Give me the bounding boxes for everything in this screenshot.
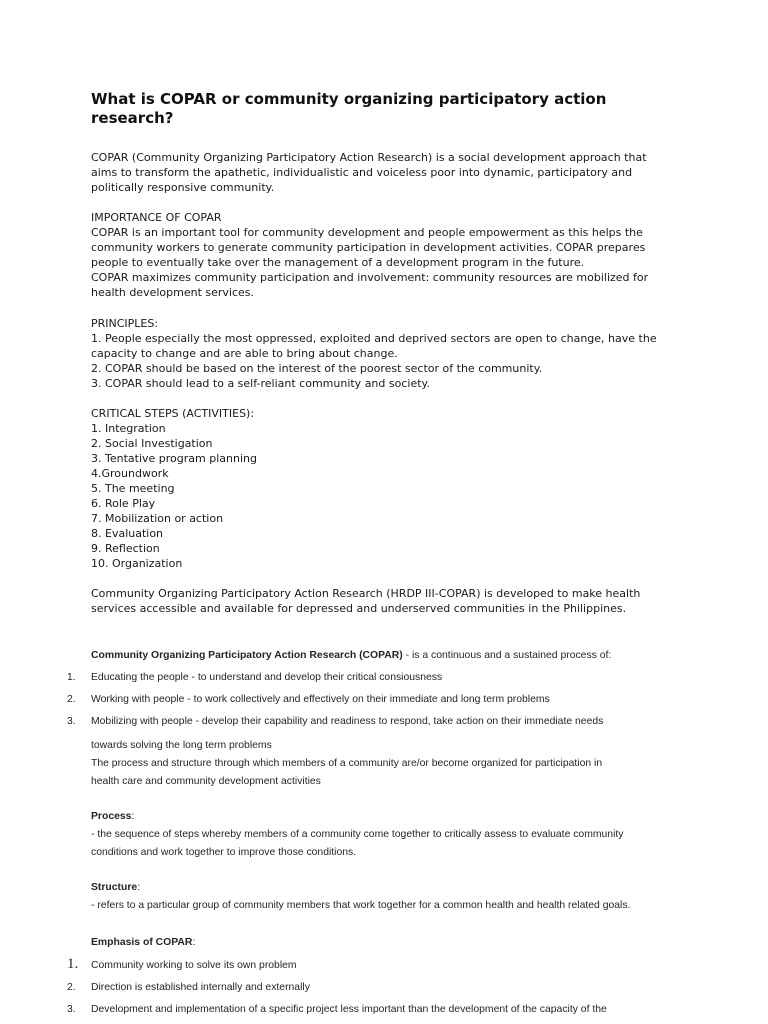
list-number: 2. xyxy=(67,982,76,993)
step-item: 10. Organization xyxy=(91,557,183,570)
title-line: research? xyxy=(91,109,174,127)
principles-line: 3. COPAR should lead to a self-reliant community and society. xyxy=(91,377,430,390)
process-cont-line: health care and community development activities xyxy=(91,776,321,787)
process-cont-line: The process and structure through which members of a community are/or become organized for participation in xyxy=(91,758,603,769)
intro-line: COPAR (Community Organizing Participatory Action Research) is a social development approach that xyxy=(91,151,647,164)
principles-section xyxy=(91,316,691,391)
principles-line: capacity to change and are able to bring about change. xyxy=(91,347,398,360)
copar-definition xyxy=(91,647,691,665)
principles-line: 2. COPAR should be based on the interest of the poorest sector of the community. xyxy=(91,362,543,375)
step-item: 3. Tentative program planning xyxy=(91,452,257,465)
list-item xyxy=(0,977,720,999)
emphasis-label: Emphasis of COPAR xyxy=(91,937,193,948)
hrdp-paragraph xyxy=(91,586,691,616)
step-item: 8. Evaluation xyxy=(91,527,164,540)
list-text: Development and implementation of a specific project less important than the development of the capacity of the xyxy=(91,1004,607,1015)
structure-colon: : xyxy=(137,882,141,893)
process-label: Process xyxy=(91,811,132,822)
structure-section xyxy=(91,879,691,915)
list-item xyxy=(0,667,720,689)
importance-line: people to eventually take over the management of a development program in the future. xyxy=(91,256,585,269)
list-number: 1. xyxy=(67,956,79,972)
process-colon: : xyxy=(131,811,135,822)
emphasis-list xyxy=(0,955,720,1021)
intro-line: politically responsive community. xyxy=(91,181,275,194)
step-item: 7. Mobilization or action xyxy=(91,512,224,525)
structure-line: - refers to a particular group of community members that work together for a common health and health related goals. xyxy=(91,900,631,911)
step-item: 9. Reflection xyxy=(91,542,160,555)
process-list xyxy=(0,667,720,733)
page-title xyxy=(91,90,691,128)
intro-line: aims to transform the apathetic, individualistic and voiceless poor into dynamic, participatory and xyxy=(91,166,633,179)
principles-heading: PRINCIPLES: xyxy=(91,317,159,330)
list-text: Educating the people - to understand and develop their critical consiousness xyxy=(91,672,443,683)
importance-section xyxy=(91,210,691,300)
process-section xyxy=(91,808,691,862)
list-item xyxy=(0,689,720,711)
list-number: 1. xyxy=(67,672,76,683)
step-item: 6. Role Play xyxy=(91,497,156,510)
principles-line: 1. People especially the most oppressed, exploited and deprived sectors are open to change, have the xyxy=(91,332,657,345)
importance-line: health development services. xyxy=(91,286,255,299)
list-item xyxy=(0,999,720,1021)
step-item: 5. The meeting xyxy=(91,482,175,495)
emphasis-colon: : xyxy=(192,937,196,948)
process-cont-line: towards solving the long term problems xyxy=(91,740,272,751)
structure-label: Structure xyxy=(91,882,138,893)
process-line: conditions and work together to improve those conditions. xyxy=(91,847,357,858)
list-text: Community working to solve its own problem xyxy=(91,960,297,971)
title-line: What is COPAR or community organizing participatory action xyxy=(91,90,607,108)
emphasis-section xyxy=(91,934,691,952)
steps-section xyxy=(91,406,691,571)
list-item xyxy=(0,711,720,733)
copar-definition-text: - is a continuous and a sustained process of: xyxy=(402,650,612,661)
steps-heading: CRITICAL STEPS (ACTIVITIES): xyxy=(91,407,255,420)
list-text: Direction is established internally and externally xyxy=(91,982,310,993)
importance-heading: IMPORTANCE OF COPAR xyxy=(91,211,222,224)
process-continuation xyxy=(91,737,691,791)
step-item: 1. Integration xyxy=(91,422,166,435)
step-item: 2. Social Investigation xyxy=(91,437,213,450)
list-number: 3. xyxy=(67,1004,76,1015)
list-number: 2. xyxy=(67,694,76,705)
hrdp-line: services accessible and available for depressed and underserved communities in the Philippines. xyxy=(91,602,627,615)
list-text: Working with people - to work collectively and effectively on their immediate and long term problems xyxy=(91,694,550,705)
importance-line: COPAR maximizes community participation and involvement: community resources are mobilized for xyxy=(91,271,649,284)
step-item: 4.Groundwork xyxy=(91,467,169,480)
process-line: - the sequence of steps whereby members of a community come together to critically assess to evaluate community xyxy=(91,829,624,840)
intro-paragraph xyxy=(91,150,691,195)
importance-line: community workers to generate community participation in development activities. COPAR prepares xyxy=(91,241,646,254)
list-number: 3. xyxy=(67,716,76,727)
list-text: Mobilizing with people - develop their capability and readiness to respond, take action on their immediate needs xyxy=(91,716,604,727)
hrdp-line: Community Organizing Participatory Action Research (HRDP III-COPAR) is developed to make health xyxy=(91,587,641,600)
copar-definition-term: Community Organizing Participatory Action Research (COPAR) xyxy=(91,650,403,661)
importance-line: COPAR is an important tool for community development and people empowerment as this helps the xyxy=(91,226,643,239)
list-item xyxy=(0,955,720,977)
